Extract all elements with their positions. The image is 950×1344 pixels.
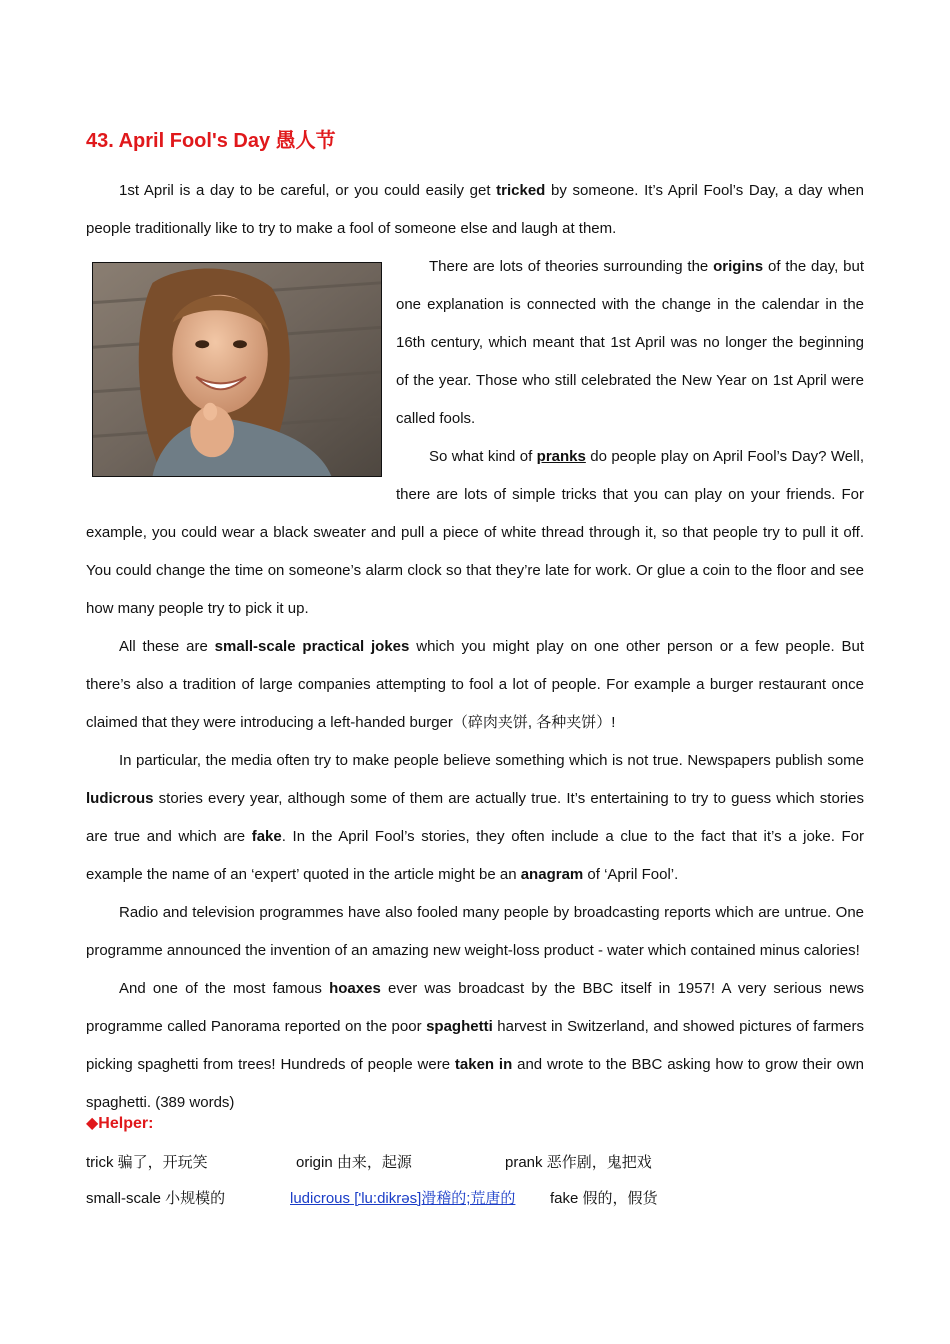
paragraph-1: 1st April is a day to be careful, or you could easily get tricked by someone. It’s April Fool’s Day, a day when people traditionally like to try to make a fool of someone else and laugh at them.: [86, 182, 864, 237]
vocab-item: trick 骗了，开玩笑: [86, 1154, 208, 1171]
article-title: 43. April Fool's Day 愚人节: [86, 130, 336, 152]
keyword-taken-in: taken in: [454, 1056, 513, 1073]
keyword-hoaxes: hoaxes: [329, 980, 381, 997]
paragraph-6: Radio and television programmes have also fooled many people by broadcasting reports which are untrue. One programme announced the invention of an amazing new weight-loss product - water which contained minus calories!: [86, 904, 864, 959]
paragraph-2: There are lots of theories surrounding the origins of the day, but one explanation is connected with the change in the calendar in the 16th century, which meant that 1st April was no longer the beginning of the year. Those who still celebrated the New Year on 1st April were called fools.: [86, 248, 864, 438]
helper-heading: ◆Helper:: [86, 1115, 154, 1132]
keyword-spaghetti: spaghetti: [426, 1018, 493, 1035]
vocab-link-ludicrous[interactable]: ludicrous ['lu:dikrəs]滑稽的;荒唐的: [290, 1190, 516, 1207]
paragraph-4: All these are small-scale practical jokes which you might play on one other person or a few people. But there’s also a tradition of large companies attempting to fool a lot of people. For example a burger restaurant once claimed that they were introducing a left-handed burger（碎肉夹饼, 各种夹饼）!: [86, 638, 865, 731]
photo-image: [93, 263, 381, 476]
keyword-pranks: pranks: [536, 448, 586, 465]
keyword-tricked: tricked: [496, 182, 546, 199]
vocab-item: small-scale 小规模的: [86, 1190, 226, 1207]
vocab-item: origin 由来，起源: [296, 1154, 412, 1171]
paragraph-7: And one of the most famous hoaxes ever was broadcast by the BBC itself in 1957! A very serious news programme called Panorama reported on the poor spaghetti harvest in Switzerland, and showed pictures of farmers picking spaghetti from trees! Hundreds of people were taken in and wrote to the BBC asking how to grow their own spaghetti. (389 words): [86, 980, 865, 1111]
article-body: [86, 172, 864, 1122]
keyword-origins: origins: [713, 258, 764, 275]
keyword-small-scale-practical-jokes: small-scale practical jokes: [214, 638, 410, 655]
vocab-item: fake 假的，假货: [550, 1190, 658, 1207]
paragraph-5: In particular, the media often try to make people believe something which is not true. Newspapers publish some ludicrous stories every year, although some of them are actually true. It’s entertaining to try to guess which stories are true and which are fake. In the April Fool’s stories, they often include a clue to the fact that it’s a joke. For example the name of an ‘expert’ quoted in the article might be an anagram of ‘April Fool’.: [86, 752, 864, 883]
paragraph-3: So what kind of pranks do people play on April Fool’s Day? Well, there are lots of simple tricks that you can play on your friends. For example, you could wear a black sweater and pull a piece of white thread through it, so that people try to pull it off. You could change the time on someone’s alarm clock so that they’re late for work. Or glue a coin to the floor and see how many people try to pick it up.: [86, 448, 864, 617]
keyword-fake: fake: [251, 828, 282, 845]
photo-girl-pointing: [92, 262, 382, 477]
keyword-anagram: anagram: [520, 866, 584, 883]
keyword-ludicrous: ludicrous: [86, 790, 154, 807]
vocab-item: prank 恶作剧，鬼把戏: [505, 1154, 652, 1171]
